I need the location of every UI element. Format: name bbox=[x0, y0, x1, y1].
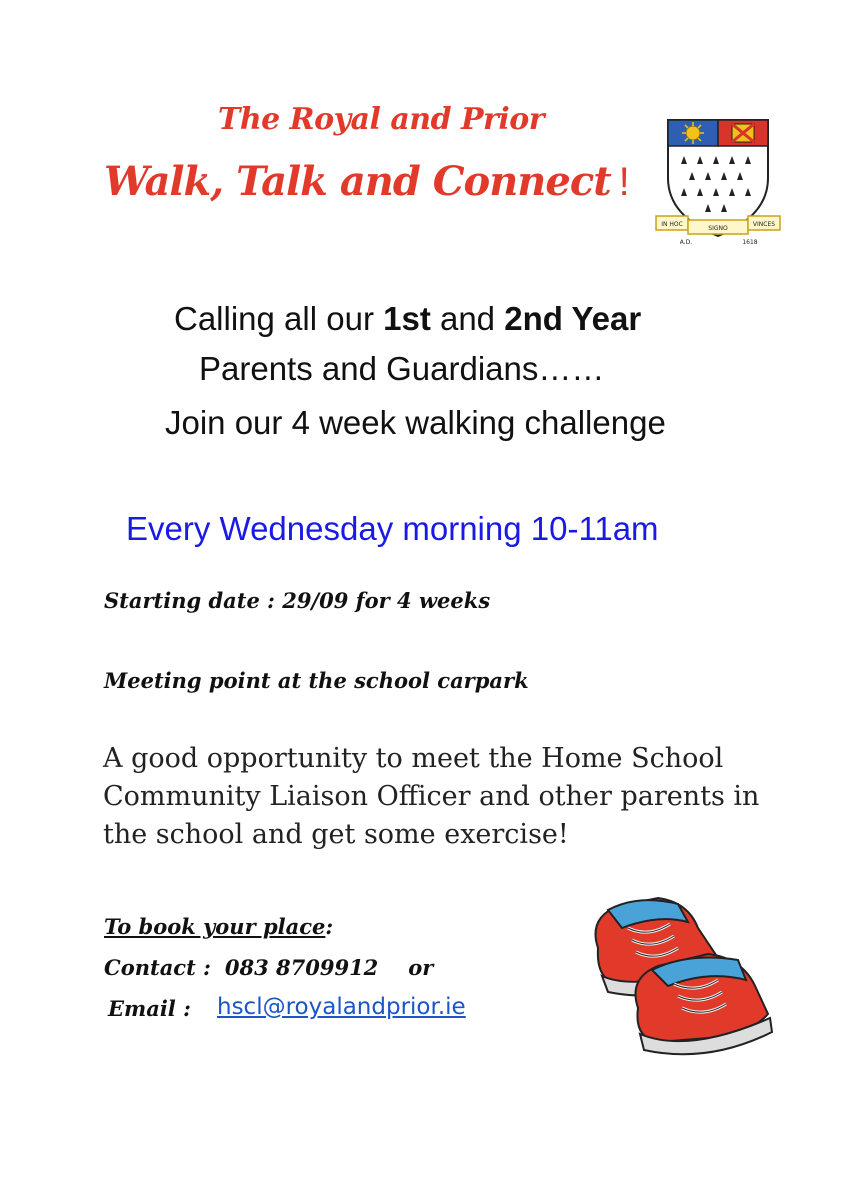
contact-line bbox=[104, 955, 433, 980]
intro-line-1-c: and bbox=[430, 300, 505, 337]
phone-number[interactable]: 083 8709912 bbox=[224, 955, 379, 980]
crest-year-right: 1618 bbox=[742, 239, 758, 246]
running-shoes-icon bbox=[578, 888, 778, 1068]
email-label: Email : bbox=[108, 996, 191, 1021]
intro-second-year: 2nd Year bbox=[504, 300, 642, 337]
crest-year-left: A.D. bbox=[679, 239, 693, 246]
booking-heading bbox=[104, 914, 333, 939]
crest-motto-right: VINCES bbox=[752, 221, 776, 228]
intro-first-year: 1st bbox=[383, 300, 431, 337]
event-title-heading bbox=[104, 158, 629, 205]
school-crest-icon bbox=[628, 98, 818, 258]
booking-heading-suffix: : bbox=[325, 914, 334, 939]
contact-label: Contact : bbox=[104, 955, 211, 980]
contact-or: or bbox=[408, 955, 434, 980]
crest-motto-mid: SIGNO bbox=[708, 225, 728, 232]
email-link[interactable]: hscl@royalandprior.ie bbox=[217, 994, 466, 1020]
event-title-exclaim: ! bbox=[618, 160, 629, 204]
intro-line-1-a: Calling all our bbox=[174, 300, 384, 337]
crest-motto-left: IN HOC bbox=[661, 221, 683, 228]
intro-line-2: Parents and Guardians…… bbox=[199, 350, 605, 387]
start-date-text: Starting date : 29/09 for 4 weeks bbox=[104, 588, 491, 613]
intro-line-3: Join our 4 week walking challenge bbox=[165, 404, 666, 441]
schedule-text: Every Wednesday morning 10-11am bbox=[126, 510, 659, 547]
intro-line-1 bbox=[174, 300, 641, 338]
school-name-heading: The Royal and Prior bbox=[218, 102, 545, 137]
meeting-point-text: Meeting point at the school carpark bbox=[104, 668, 529, 693]
event-title-text: Walk, Talk and Connect bbox=[104, 158, 611, 205]
body-paragraph: A good opportunity to meet the Home School Community Liaison Officer and other parents in the school and get some exercise! bbox=[103, 743, 760, 850]
booking-heading-text: To book your place bbox=[104, 914, 326, 939]
